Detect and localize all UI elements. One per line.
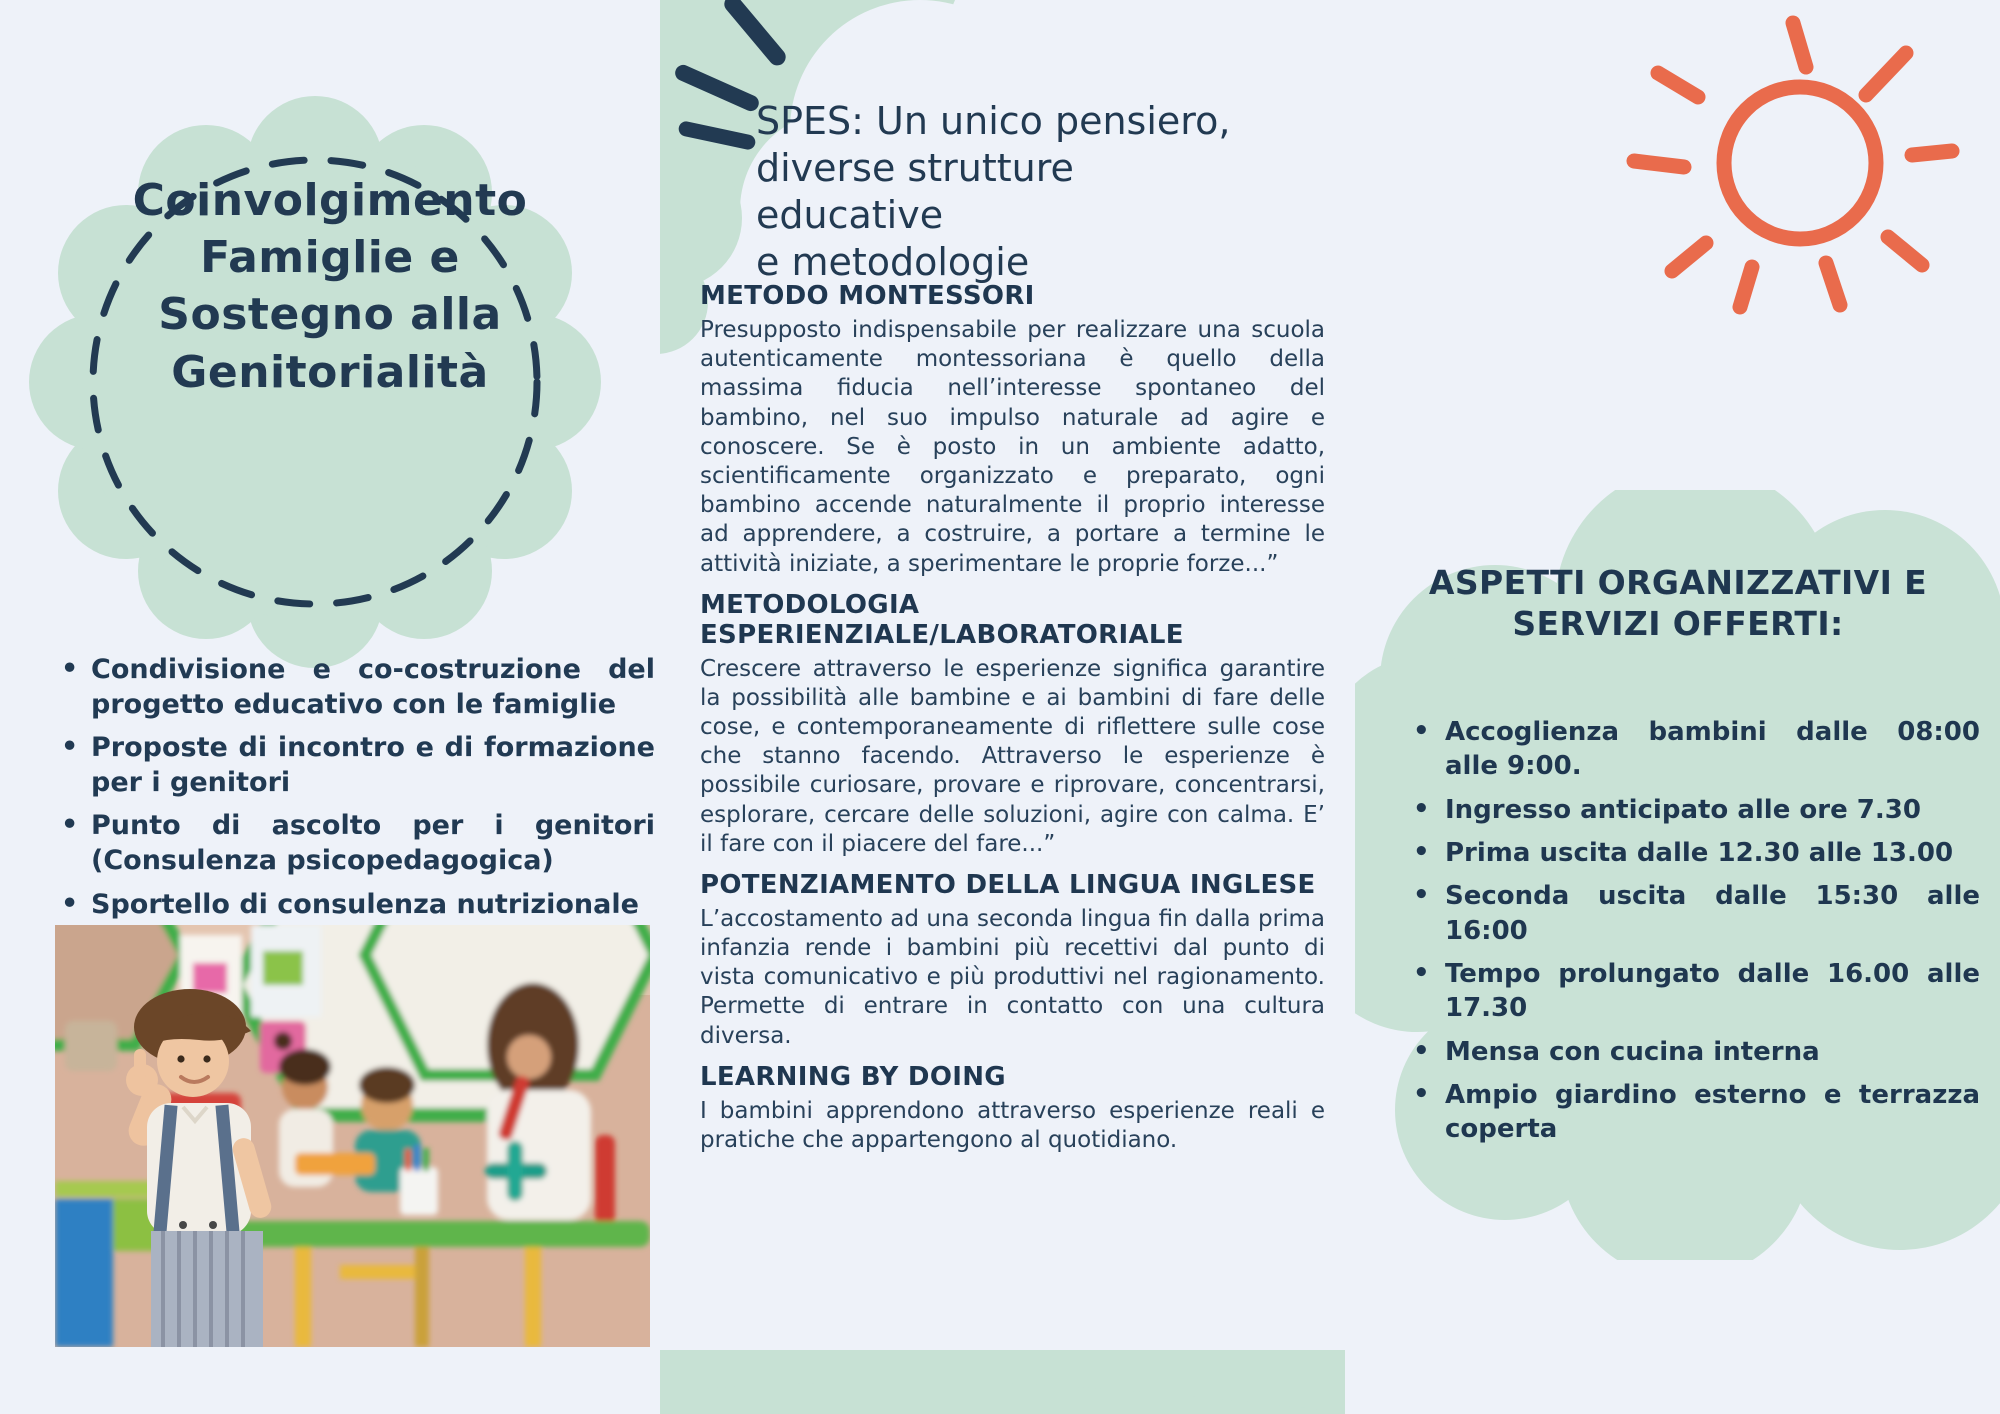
bullet-icon: • xyxy=(1413,793,1430,824)
center-title-line: e metodologie xyxy=(756,240,1030,285)
section-heading: METODO MONTESSORI xyxy=(700,281,1035,311)
section-body: I bambini apprendono attraverso esperienze reali e pratiche che appartengono al quotidiano. xyxy=(700,1097,1325,1153)
sun-icon xyxy=(1600,5,1960,325)
list-item xyxy=(55,730,655,800)
services-heading: ASPETTI ORGANIZZATIVI E SERVIZI OFFERTI: xyxy=(1428,563,1928,644)
badge-title-line: Sostegno alla xyxy=(158,289,502,341)
list-item-text: Tempo prolungato dalle 16.00 alle 17.30 xyxy=(1445,958,1980,1024)
section-body: Presupposto indispensabile per realizzare una scuola autenticamente montessoriana è quello della massima fiducia nell’interesse spontaneo del bambino, nel suo impulso naturale ad agire e conoscere. Se è posto in un ambiente adatto, scientificamente organizzato e preparato, ogni bambino accende naturalmente il proprio interesse ad apprendere, a costruire, a portare a termine le attività iniziate, a sperimentare le proprie forze...” xyxy=(700,316,1325,577)
photo-table xyxy=(205,1221,650,1247)
center-title xyxy=(756,98,1256,286)
classroom-photo xyxy=(55,925,650,1347)
list-item-text: Mensa con cucina interna xyxy=(1445,1036,1820,1067)
section-learning-by-doing xyxy=(700,1063,1325,1155)
services-list xyxy=(1405,715,1980,1155)
bullet-icon: • xyxy=(61,731,79,763)
list-item xyxy=(1405,1035,1980,1069)
badge-title-line: Famiglie e xyxy=(200,232,460,284)
list-item xyxy=(1405,836,1980,870)
list-item-text: Punto di ascolto per i genitori (Consulenza psicopedagogica) xyxy=(91,810,655,877)
list-item-text: Condivisione e co-costruzione del progetto educativo con le famiglie xyxy=(91,654,655,721)
bullet-icon: • xyxy=(61,809,79,841)
bullet-icon: • xyxy=(1413,1035,1430,1066)
section-body: L’accostamento ad una seconda lingua fin dalla prima infanzia rende i bambini più recettivi dal punto di vista comunicativo e più produttivi nel ragionamento. Permette di entrare in contatto con una cultura diversa. xyxy=(700,905,1325,1049)
badge-title-line: Genitorialità xyxy=(171,346,489,398)
method-sections xyxy=(700,282,1325,1155)
bullet-icon: • xyxy=(1413,836,1430,867)
section-esperienziale xyxy=(700,591,1325,859)
bullet-icon: • xyxy=(61,653,79,684)
list-item-text: Ingresso anticipato alle ore 7.30 xyxy=(1445,794,1921,825)
section-heading: METODOLOGIA ESPERIENZIALE/LABORATORIALE xyxy=(700,589,1184,650)
list-item xyxy=(1405,879,1980,948)
list-item-text: Prima uscita dalle 12.30 alle 13.00 xyxy=(1445,837,1954,868)
list-item xyxy=(55,652,655,722)
list-item-text: Seconda uscita dalle 15:30 alle 16:00 xyxy=(1445,881,1980,946)
bullet-icon: • xyxy=(61,887,79,919)
bullet-icon: • xyxy=(1413,957,1430,988)
center-title-line: diverse strutture educative xyxy=(756,146,1074,238)
family-services-list xyxy=(55,652,655,930)
list-item-text: Accoglienza bambini dalle 08:00 alle 9:00. xyxy=(1445,717,1980,782)
section-body: Crescere attraverso le esperienze significa garantire la possibilità alle bambine e ai bambini di fare delle cose, e contemporaneamente di riflettere sulle cose che stanno facendo. Attraverso le esperienze è possibile curiosare, provare e riprovare, concentrarsi, esplorare, cercare delle soluzioni, agire con calma. E’ il fare con il piacere del fare...” xyxy=(700,655,1325,857)
list-item xyxy=(1405,1078,1980,1147)
list-item xyxy=(1405,793,1980,827)
section-lingua-inglese xyxy=(700,871,1325,1051)
bullet-icon: • xyxy=(1413,880,1430,911)
section-heading: POTENZIAMENTO DELLA LINGUA INGLESE xyxy=(700,869,1316,900)
section-montessori xyxy=(700,282,1325,579)
bullet-icon: • xyxy=(1413,1078,1430,1109)
center-panel xyxy=(660,0,1345,1414)
list-item xyxy=(1405,715,1980,784)
bullet-icon: • xyxy=(1413,716,1430,746)
list-item-text: Sportello di consulenza nutrizionale xyxy=(91,888,639,920)
list-item-text: Ampio giardino esterno e terrazza coperta xyxy=(1445,1079,1980,1145)
center-title-line: SPES: Un unico pensiero, xyxy=(756,99,1231,143)
badge-title-line: Coinvolgimento xyxy=(132,175,528,226)
list-item xyxy=(1405,957,1980,1026)
badge-title xyxy=(105,172,555,401)
list-item xyxy=(55,887,655,922)
list-item xyxy=(55,808,655,878)
section-heading: LEARNING BY DOING xyxy=(700,1061,1006,1092)
list-item-text: Proposte di incontro e di formazione per i genitori xyxy=(91,732,655,799)
